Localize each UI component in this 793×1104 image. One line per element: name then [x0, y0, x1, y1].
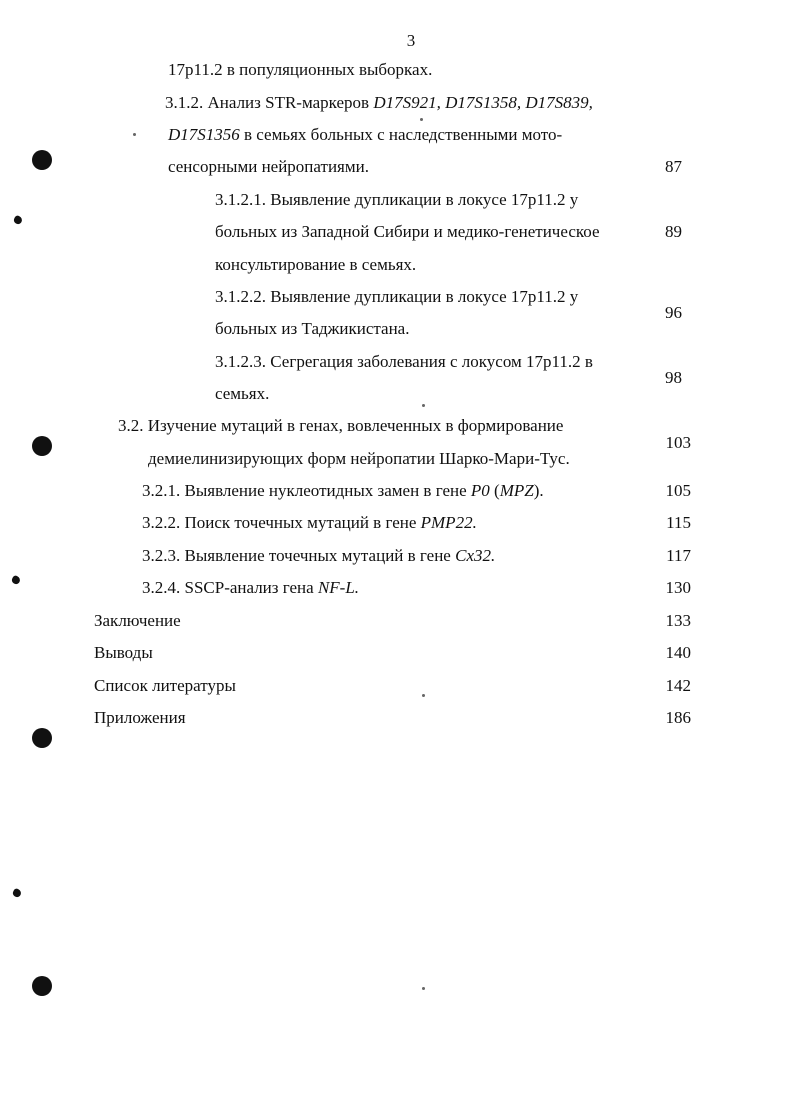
toc-text: в семьях больных с наследственными мото-	[239, 125, 563, 144]
toc-line: демиелинизирующих форм нейропатии Шарко-Мари-Тус.	[148, 449, 570, 468]
binder-hole	[32, 976, 52, 996]
toc-text: (	[489, 481, 500, 500]
toc-line: семьях.	[215, 384, 270, 403]
toc-page: 186	[665, 708, 691, 727]
toc-text: 3.2.2. Поиск точечных мутаций в гене	[142, 513, 421, 532]
toc-line	[142, 481, 544, 501]
toc-page: 87	[665, 157, 682, 176]
toc-line: 3.1.2.2. Выявление дупликации в локусе 17p11.2 у	[215, 287, 579, 306]
toc-page: 98	[665, 368, 682, 387]
toc-page: 96	[665, 303, 682, 322]
gene-name: Cx32.	[455, 546, 496, 565]
toc-page: 103	[665, 433, 691, 452]
toc-line: консультирование в семьях.	[215, 255, 417, 274]
toc-line	[165, 93, 593, 113]
toc-page: 117	[666, 546, 691, 565]
gene-name: PMP22.	[420, 513, 477, 532]
toc-page: 142	[665, 676, 691, 695]
scan-mark	[11, 575, 22, 586]
toc-page: 105	[665, 481, 691, 500]
scan-speck	[422, 987, 425, 990]
gene-name: NF-L.	[317, 578, 360, 597]
toc-marker-names: D17S921, D17S1358, D17S839,	[373, 93, 593, 112]
toc-line: больных из Западной Сибири и медико-генетическое	[215, 222, 600, 241]
scan-mark	[13, 215, 24, 226]
toc-text: 3.1.2. Анализ STR-маркеров	[165, 93, 374, 112]
binder-hole	[32, 436, 52, 456]
toc-line: Заключение	[94, 611, 181, 630]
scan-mark	[12, 888, 23, 899]
toc-line: больных из Таджикистана.	[215, 319, 410, 338]
toc-line: 17p11.2 в популяционных выборках.	[168, 60, 433, 79]
toc-line: сенсорными нейропатиями.	[168, 157, 369, 176]
toc-line	[142, 578, 359, 598]
toc-text: 3.2.4. SSCP-анализ гена	[142, 578, 318, 597]
toc-page: 115	[666, 513, 691, 532]
toc-line: 3.1.2.3. Сегрегация заболевания с локусом 17p11.2 в	[215, 352, 593, 371]
toc-line	[142, 546, 495, 566]
toc-text: 3.2.3. Выявление точечных мутаций в гене	[142, 546, 456, 565]
scan-speck	[422, 404, 425, 407]
toc-line: 3.1.2.1. Выявление дупликации в локусе 17p11.2 у	[215, 190, 579, 209]
gene-name: MPZ	[499, 481, 534, 500]
toc-page: 130	[665, 578, 691, 597]
binder-hole	[32, 150, 52, 170]
toc-line: Приложения	[94, 708, 186, 727]
toc-line: Список литературы	[94, 676, 236, 695]
toc-page: 140	[665, 643, 691, 662]
gene-name: P0	[470, 481, 490, 500]
toc-line: Выводы	[94, 643, 153, 662]
scan-speck	[133, 133, 136, 136]
toc-page: 89	[665, 222, 682, 241]
scan-speck	[422, 694, 425, 697]
toc-text: 3.2.1. Выявление нуклеотидных замен в гене	[142, 481, 471, 500]
scan-speck	[420, 118, 423, 121]
toc-line	[142, 513, 477, 533]
toc-marker-name: D17S1356	[168, 125, 240, 144]
toc-line	[168, 125, 562, 145]
binder-hole	[32, 728, 52, 748]
toc-page: 133	[665, 611, 691, 630]
toc-line: 3.2. Изучение мутаций в генах, вовлеченных в формирование	[118, 416, 564, 435]
page-number: 3	[406, 31, 416, 50]
toc-text: ).	[533, 481, 544, 500]
